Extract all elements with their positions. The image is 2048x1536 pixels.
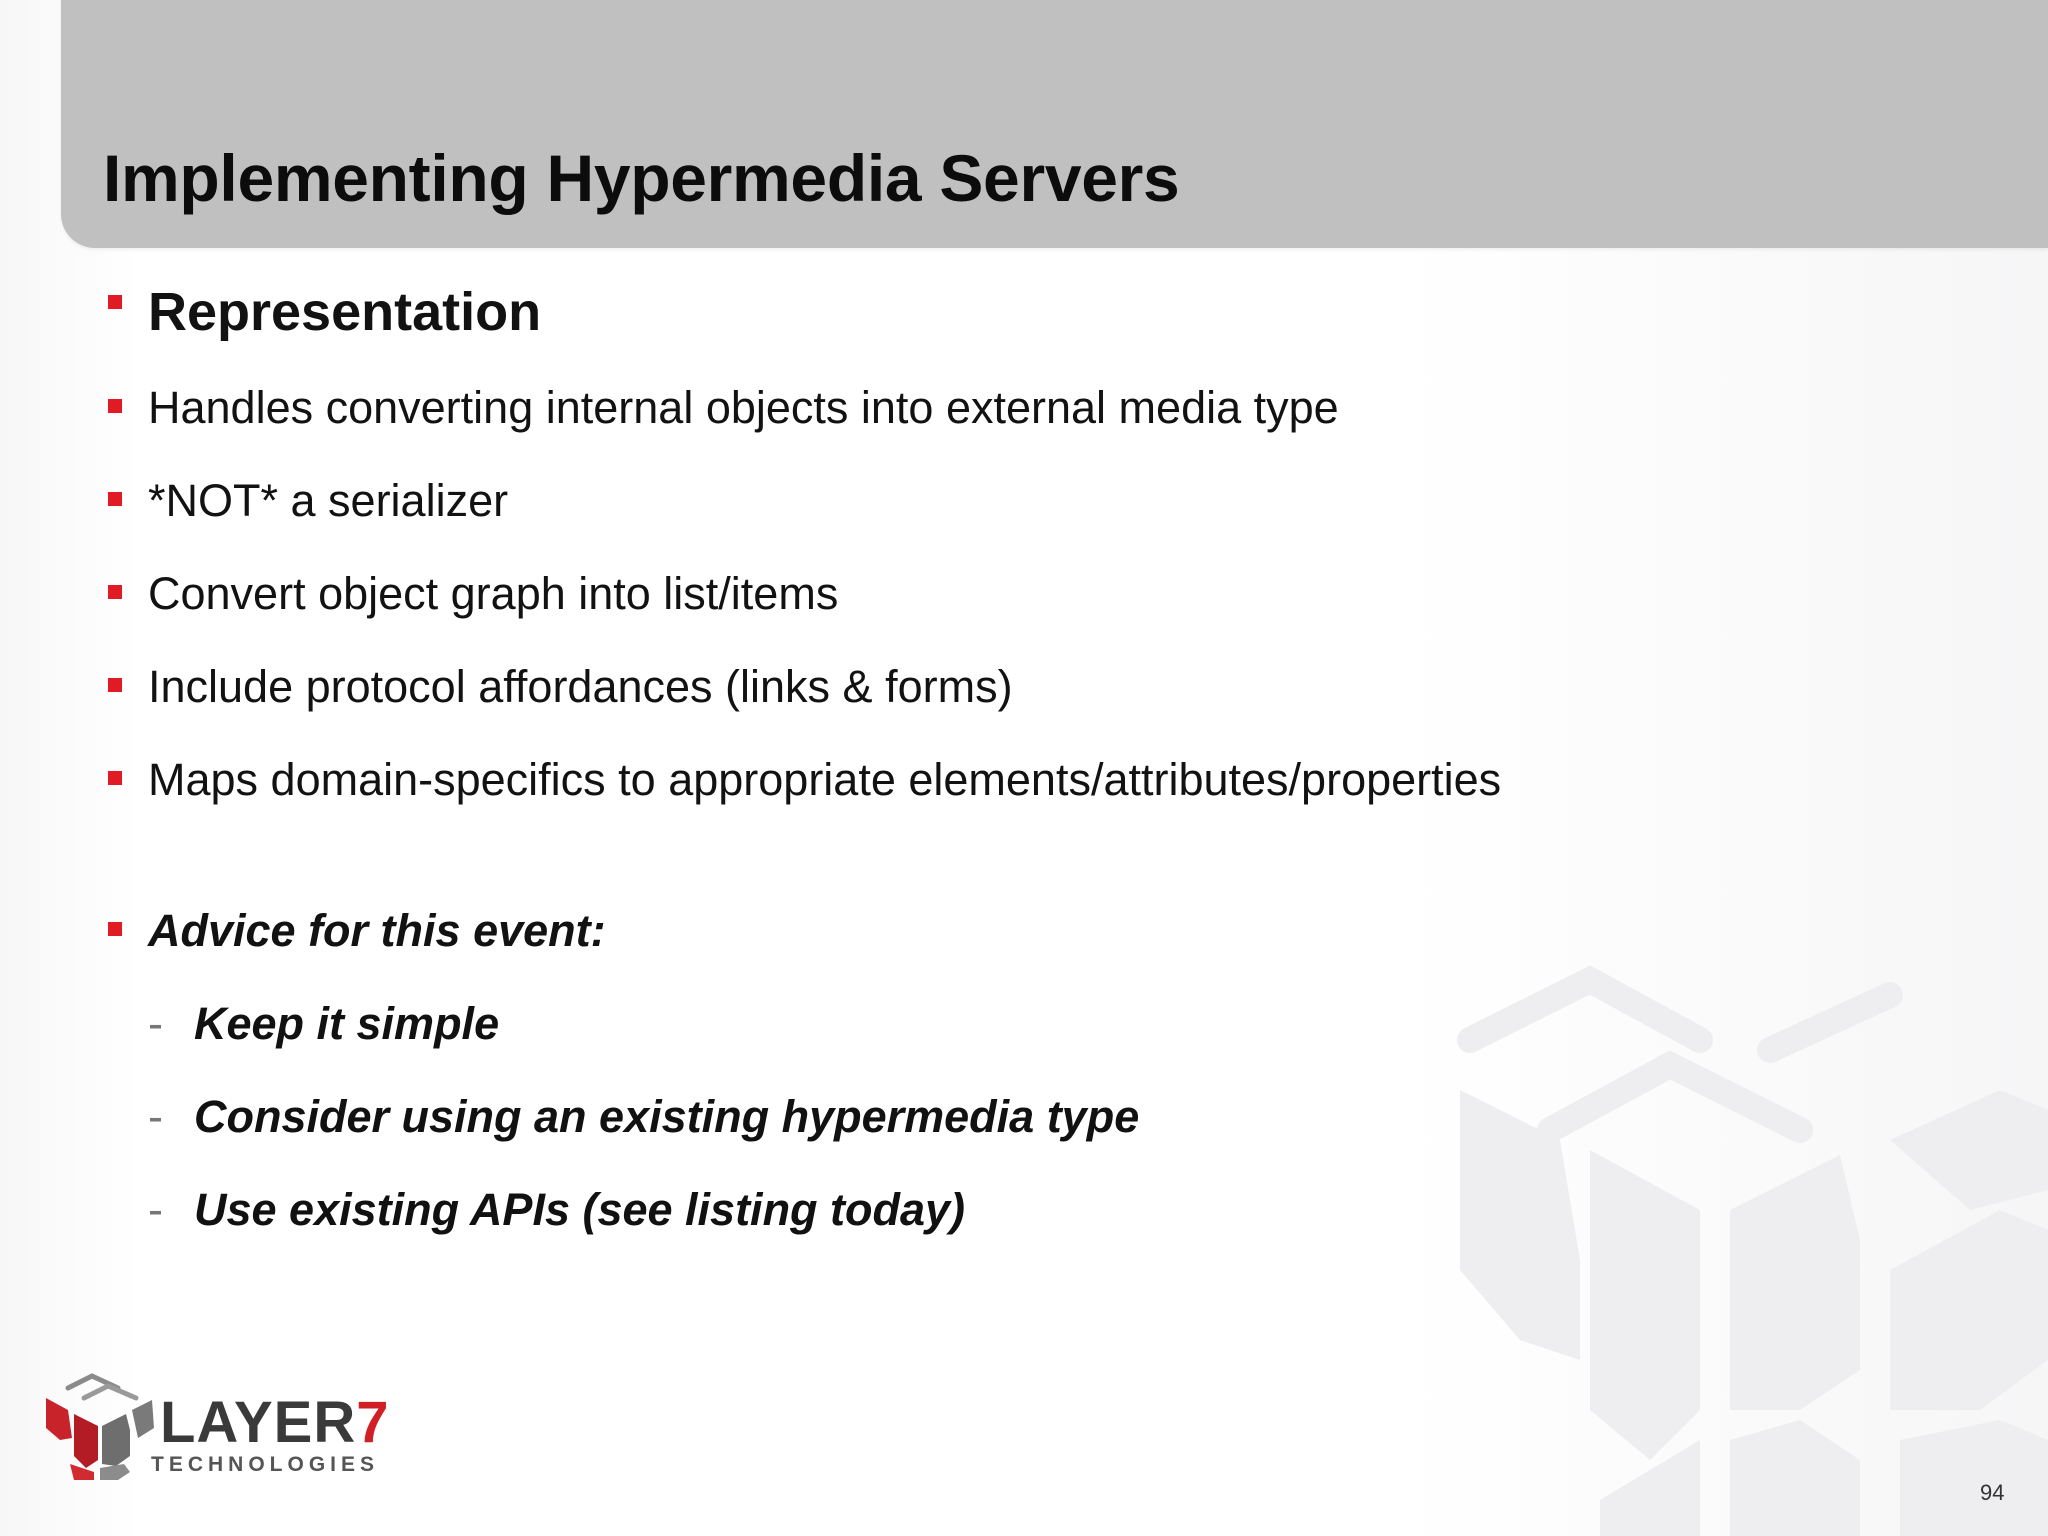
bullet-text: Handles converting internal objects into external media type (148, 382, 1339, 433)
bullet-icon (108, 295, 122, 309)
dash-icon: - (148, 1091, 163, 1142)
advice-label: Advice for this event: (148, 905, 606, 956)
slide-title: Implementing Hypermedia Servers (103, 141, 1180, 215)
dash-icon: - (148, 998, 163, 1049)
dash-icon: - (148, 1184, 163, 1235)
logo-wordmark (160, 1390, 390, 1455)
advice-text: Use existing APIs (see listing today) (194, 1184, 966, 1235)
bullet-icon (108, 492, 122, 506)
bullet-text: Convert object graph into list/items (148, 568, 839, 619)
bullet-icon (108, 585, 122, 599)
advice-text: Consider using an existing hypermedia type (194, 1091, 1140, 1142)
bullet-icon (108, 922, 122, 936)
bullet-text: *NOT* a serializer (148, 475, 509, 526)
logo-word: LAYER (160, 1390, 357, 1455)
bullet-icon (108, 771, 122, 785)
page-number: 94 (1980, 1480, 2005, 1505)
bullet-text: Maps domain-specifics to appropriate elements/attributes/properties (148, 754, 1502, 805)
advice-text: Keep it simple (194, 998, 500, 1049)
cube-watermark-icon (1440, 940, 2048, 1536)
heading-text: Representation (148, 282, 542, 342)
bullet-icon (108, 399, 122, 413)
layer7-logo (40, 1368, 400, 1483)
bullet-text: Include protocol affordances (links & forms) (148, 661, 1013, 712)
logo-number: 7 (356, 1390, 390, 1455)
layer7-cube-icon (40, 1368, 160, 1483)
bullet-icon (108, 678, 122, 692)
logo-subtitle: TECHNOLOGIES (151, 1453, 380, 1476)
